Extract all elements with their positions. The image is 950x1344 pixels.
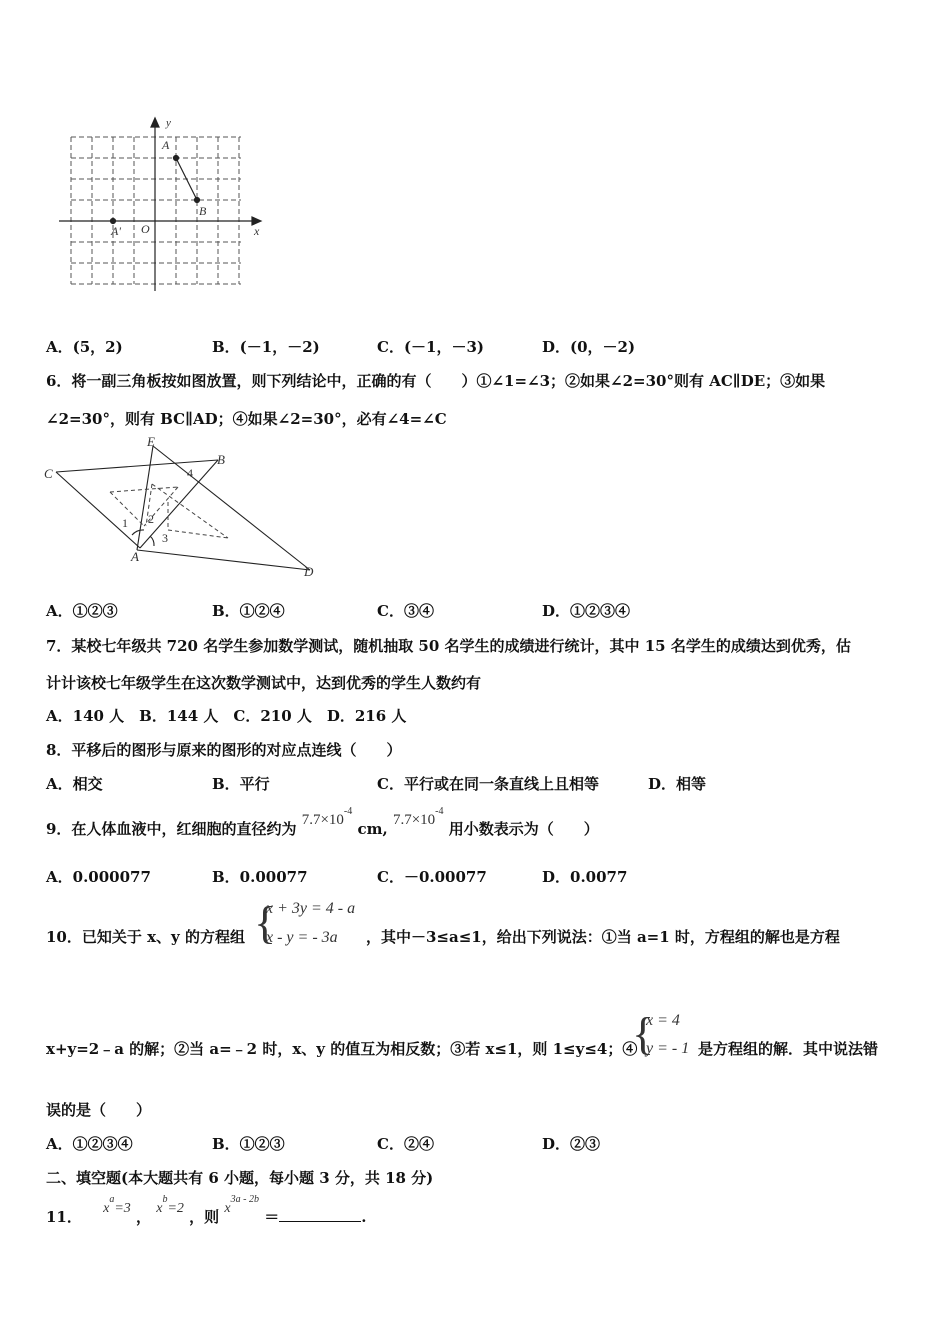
q6-option-b: B．①②④ [212,602,285,620]
q10-line3: 误的是（ ） [46,1101,152,1119]
q9-option-c: C．－0.00077 [377,868,487,886]
y-axis-arrow-icon [151,118,159,127]
q9-option-b: B．0.00077 [212,868,308,886]
q9-option-d: D．0.0077 [542,868,628,886]
q8-option-d: D．相等 [648,775,707,793]
point-A-dot [174,156,179,161]
q6-stem-line2: ∠2=30°，则有 BC∥AD；④如果∠2=30°，必有∠4=∠C [46,410,447,428]
point-A-label: A [162,138,170,152]
label-A: A [131,549,139,564]
q11-answer-blank[interactable] [279,1207,361,1222]
q9-suffix: 用小数表示为（ ） [448,820,599,838]
q9-exponent-2: -4 [435,806,444,817]
q7-options: A．140 人 B．144 人 C．210 人 D．216 人 [46,707,407,725]
label-D: D [304,564,314,579]
point-B-label: B [199,204,207,218]
q10-line2-prefix: x+y=2﹣a 的解；②当 a=﹣2 时，x、y 的值互为相反数；③若 x≤1，则 1≤y≤4；④ [46,1040,638,1058]
label-angle-4: 4 [187,466,193,480]
q8-option-b: B．平行 [212,775,270,793]
q10-option-d: D．②③ [542,1135,601,1153]
q8-stem: 8．平移后的图形与原来的图形的对应点连线（ ） [46,741,402,759]
q10-solution-y: y = - 1 [646,1040,690,1057]
q9-unit: cm, [357,820,388,838]
q10-solution-brace-icon: { [632,1008,655,1059]
q6-option-a: A．①②③ [46,602,118,620]
q11-e2-val: =2 [167,1201,184,1216]
label-angle-2: 2 [148,512,154,526]
label-angle-1: 1 [122,516,128,530]
q9-stem [46,806,599,839]
q8-option-a: A．相交 [46,775,103,793]
q9-exponent: -4 [343,806,353,817]
q8-option-c: C．平行或在同一条直线上且相等 [377,775,599,793]
x-axis-label: x [254,224,260,238]
section2-title: 二、填空题(本大题共有 6 小题，每小题 3 分，共 18 分) [46,1169,434,1187]
q6-option-d: D．①②③④ [542,602,631,620]
label-angle-3: 3 [162,531,168,545]
q11-number: 11． [46,1208,82,1226]
q11-e2-base: x [156,1201,163,1216]
q5-option-d: D．(0，－2) [542,338,636,356]
point-A2-label: A' [111,224,121,238]
q10-option-c: C．②④ [377,1135,434,1153]
q11-equals: ＝ [264,1208,280,1226]
q10-suffix: ，其中－3≤a≤1，给出下列说法：①当 a=1 时，方程组的解也是方程 [366,928,840,946]
q5-option-a: A．(5，2) [46,338,123,356]
point-B-dot [195,198,200,203]
triangle-rulers-figure [40,432,330,582]
q11-e1-val: =3 [114,1201,131,1216]
q11-stem [46,1194,367,1227]
q11-e1-exp: a [109,1194,115,1205]
q11-end: . [361,1208,367,1226]
q9-prefix: 9．在人体血液中，红细胞的直径约为 [46,820,297,838]
q10-line2-suffix: 是方程组的解．其中说法错 [698,1040,879,1058]
q10-solution-x: x = 4 [646,1012,680,1029]
q5-option-b: B．(－1，－2) [212,338,320,356]
label-C: C [44,466,53,481]
q11-then: ，则 [189,1208,220,1226]
q9-number: 7.7×10 [301,812,344,828]
point-A2-dot [111,219,116,224]
q11-e1-base: x [103,1201,110,1216]
q5-option-c: C．(－1，－3) [377,338,485,356]
q11-e3-base: x [224,1201,231,1216]
q9-number-2: 7.7×10 [392,812,436,828]
q7-stem-line2: 计计该校七年级学生在这次数学测试中，达到优秀的学生人数约有 [46,674,482,692]
q11-e3-exp: 3a - 2b [230,1194,259,1205]
q11-e2-exp: b [162,1194,168,1205]
q6-stem-line1: 6．将一副三角板按如图放置，则下列结论中，正确的有（ ）①∠1=∠3；②如果∠2=30°则有 AC∥DE；③如果 [46,372,826,390]
q7-stem-line1: 7．某校七年级共 720 名学生参加数学测试，随机抽取 50 名学生的成绩进行统计，其中 15 名学生的成绩达到优秀，估 [46,637,851,655]
q10-equation-2: x - y = - 3a [266,929,338,946]
label-E: E [147,434,155,449]
q10-equation-1: x + 3y = 4 - a [266,900,356,917]
label-B: B [217,452,225,467]
q10-prefix: 10．已知关于 x、y 的方程组 [46,928,245,946]
q10-option-a: A．①②③④ [46,1135,133,1153]
q11-sep: ， [136,1208,152,1226]
q6-option-c: C．③④ [377,602,434,620]
q10-system-brace-icon: { [254,897,277,948]
q9-option-a: A．0.000077 [46,868,151,886]
q10-option-b: B．①②③ [212,1135,285,1153]
coordinate-grid-figure [55,115,270,295]
origin-label: O [141,222,150,236]
y-axis-label: y [166,117,171,129]
